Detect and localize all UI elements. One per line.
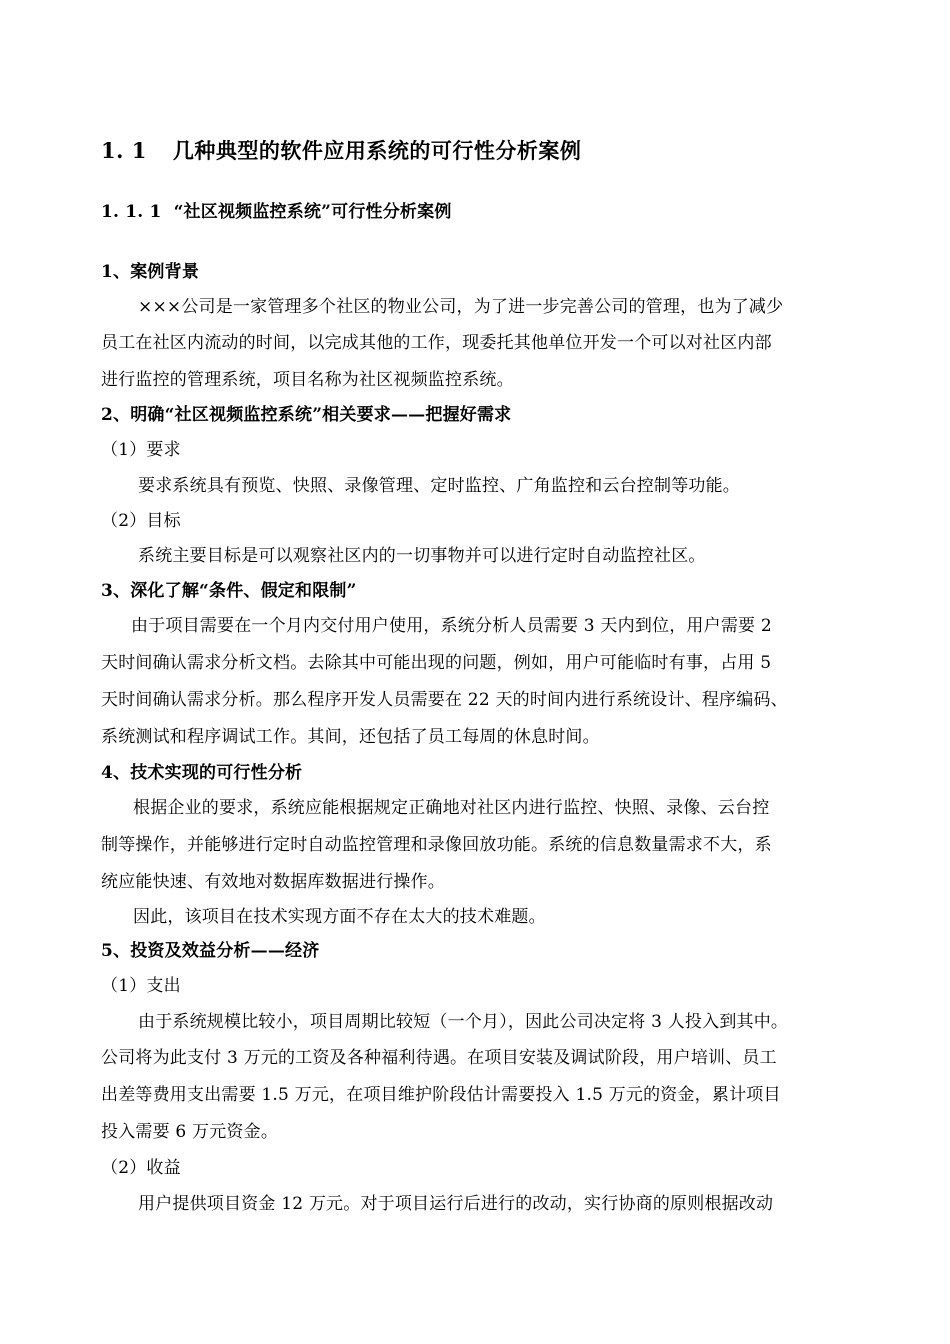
paragraph-line: 因此，该项目在技术实现方面不存在太大的技术难题。 xyxy=(133,907,546,927)
paragraph-line: 系统主要目标是可以观察社区内的一切事物并可以进行定时自动监控社区。 xyxy=(138,546,706,566)
paragraph-line: 天时间确认需求分析。那么程序开发人员需要在 22 天的时间内进行系统设计、程序编码、 xyxy=(101,690,788,710)
paragraph-line: 制等操作，并能够进行定时自动监控管理和录像回放功能。系统的信息数量需求不大，系 xyxy=(101,835,772,855)
paragraph-line: 出差等费用支出需要 1.5 万元，在项目维护阶段估计需要投入 1.5 万元的资金，累计项目 xyxy=(101,1085,781,1105)
paragraph-line: ×××公司是一家管理多个社区的物业公司，为了进一步完善公司的管理，也为了减少 xyxy=(138,297,784,317)
subsection-number: 1. 1. 1 xyxy=(101,202,162,222)
heading-investment-analysis: 5、投资及效益分析——经济 xyxy=(101,941,320,961)
paragraph-line: 天时间确认需求分析文档。去除其中可能出现的问题，例如，用户可能临时有事，占用 5 xyxy=(101,653,772,673)
heading-case-background: 1、案例背景 xyxy=(101,262,200,282)
heading-requirements: 2、明确“社区视频监控系统”相关要求——把握好需求 xyxy=(101,405,512,425)
heading-conditions: 3、深化了解“条件、假定和限制” xyxy=(101,581,357,601)
section-heading-1-1 xyxy=(101,138,581,164)
paragraph-line: 由于系统规模比较小，项目周期比较短（一个月），因此公司决定将 3 人投入到其中。 xyxy=(138,1012,789,1032)
subheading-requirement: （1）要求 xyxy=(101,440,181,460)
paragraph-line: 系统测试和程序调试工作。其间，还包括了员工每周的休息时间。 xyxy=(101,727,600,747)
paragraph-line: 用户提供项目资金 12 万元。对于项目运行后进行的改动，实行协商的原则根据改动 xyxy=(138,1194,774,1214)
paragraph-line: 进行监控的管理系统，项目名称为社区视频监控系统。 xyxy=(101,370,514,390)
subheading-income: （2）收益 xyxy=(101,1158,181,1178)
paragraph-line: 由于项目需要在一个月内交付用户使用，系统分析人员需要 3 天内到位，用户需要 2 xyxy=(131,616,772,636)
paragraph-line: 投入需要 6 万元资金。 xyxy=(101,1122,279,1142)
paragraph-line: 统应能快速、有效地对数据库数据进行操作。 xyxy=(101,872,445,892)
subheading-goal: （2）目标 xyxy=(101,511,181,531)
paragraph-line: 根据企业的要求，系统应能根据规定正确地对社区内进行监控、快照、录像、云台控 xyxy=(133,798,770,818)
subsection-heading-1-1-1 xyxy=(101,202,452,222)
paragraph-line: 员工在社区内流动的时间，以完成其他的工作，现委托其他单位开发一个可以对社区内部 xyxy=(101,333,772,353)
subsection-title: “社区视频监控系统”可行性分析案例 xyxy=(173,202,452,222)
paragraph-line: 公司将为此支付 3 万元的工资及各种福利待遇。在项目安装及调试阶段，用户培训、员工 xyxy=(101,1048,777,1068)
subheading-expenditure: （1）支出 xyxy=(101,976,181,996)
heading-technical-feasibility: 4、技术实现的可行性分析 xyxy=(101,763,303,783)
paragraph-line: 要求系统具有预览、快照、录像管理、定时监控、广角监控和云台控制等功能。 xyxy=(138,476,740,496)
section-number: 1. 1 xyxy=(101,138,147,163)
section-title: 几种典型的软件应用系统的可行性分析案例 xyxy=(172,138,582,163)
